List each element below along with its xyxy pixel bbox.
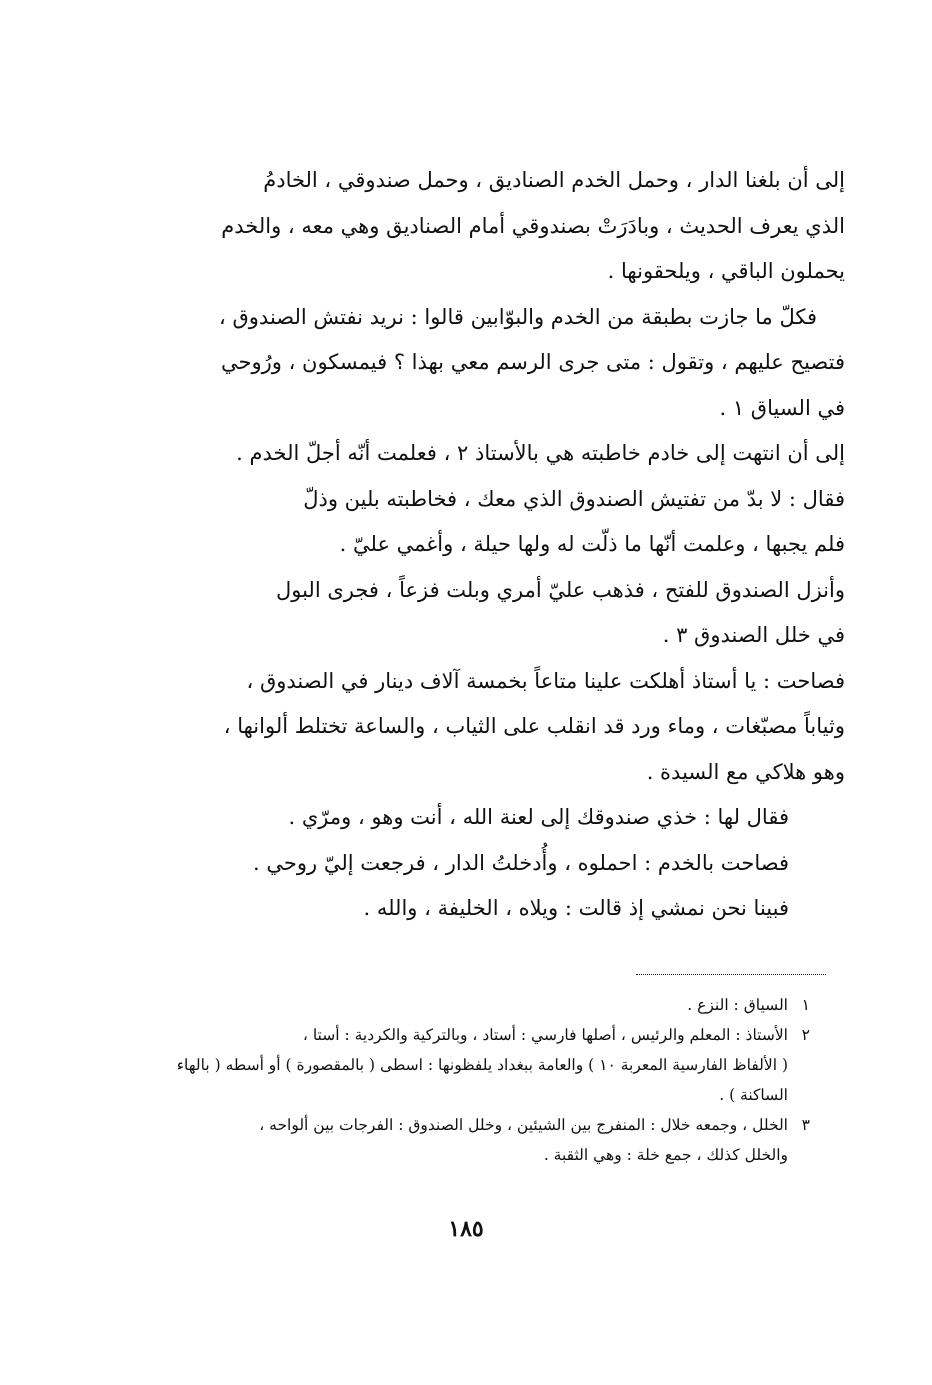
page-number: ١٨٥	[448, 1216, 484, 1242]
text-line: فتصيح عليهم ، وتقول : متى جرى الرسم معي بهذا ؟ فيمسكون ، ورُوحي	[220, 350, 845, 374]
footnote-text: الأستاذ : المعلم والرئيس ، أصلها فارسي : أستاد ، وبالتركية والكردية : أستا ،	[302, 1026, 788, 1044]
text-line: في السياق ١ .	[719, 395, 845, 420]
text-line: فلم يجبها ، وعلمت أنّها ما ذلّت له ولها حيلة ، وأغمي عليّ .	[339, 532, 845, 556]
text-line: فقال لها : خذي صندوقك إلى لعنة الله ، أنت وهو ، ومرّي .	[288, 805, 789, 829]
main-text	[160, 158, 845, 932]
text-line: وثياباً مصبّغات ، وماء ورد قد انقلب على الثياب ، والساعة تختلط ألوانها ،	[223, 714, 845, 738]
footnote-continuation: ( الألفاظ الفارسية المعربة ١٠ ) والعامة ببغداد يلفظونها : اسطى ( بالمقصورة ) أو أسطه ( بالهاء	[176, 1056, 788, 1074]
footnote	[150, 990, 810, 1020]
footnote	[150, 1110, 810, 1140]
text-line: إلى أن بلغنا الدار ، وحمل الخدم الصناديق ، وحمل صندوقي ، الخادمُ	[263, 168, 845, 192]
footnotes	[150, 990, 810, 1170]
footnote-continuation: الساكنة ) .	[719, 1086, 788, 1104]
text-line: إلى أن انتهت إلى خادم خاطبته هي بالأستاذ ٢ ، فعلمت أنّه أجلّ الخدم .	[236, 441, 845, 465]
text-line: فصاحت بالخدم : احملوه ، وأُدخلتُ الدار ، فرجعت إليّ روحي .	[253, 850, 789, 875]
text-line: فقال : لا بدّ من تفتيش الصندوق الذي معك ، فخاطبته بلين وذلّ	[303, 486, 845, 511]
footnote-text: الخلل ، وجمعه خلال : المنفرج بين الشيئين ، وخلل الصندوق : الفرجات بين ألواحه ،	[259, 1116, 788, 1134]
text-line: في خلل الصندوق ٣ .	[662, 623, 845, 647]
footnote-continuation: والخلل كذلك ، جمع خلة : وهي الثقبة .	[543, 1146, 788, 1164]
text-line: وهو هلاكي مع السيدة .	[646, 759, 845, 784]
footnote-number: ١	[801, 996, 810, 1014]
footnote	[150, 1020, 810, 1050]
text-line: فبينا نحن نمشي إذ قالت : ويلاه ، الخليفة ، والله .	[363, 896, 789, 920]
footnote-divider	[636, 974, 826, 975]
footnote-number: ٢	[801, 1026, 810, 1044]
text-line: الذي يعرف الحديث ، وبادَرَتْ بصندوقي أمام الصناديق وهي معه ، والخدم	[221, 213, 845, 238]
text-line: يحملون الباقي ، ويلحقونها .	[607, 259, 845, 283]
footnote-text: السياق : النزع .	[687, 996, 788, 1014]
footnote-number: ٣	[801, 1116, 810, 1134]
text-line: فصاحت : يا أستاذ أهلكت علينا متاعاً بخمسة آلاف دينار في الصندوق ،	[246, 668, 845, 693]
text-line: فكلّ ما جازت بطبقة من الخدم والبوّابين قالوا : نريد نفتش الصندوق ،	[219, 304, 817, 329]
text-line: وأنزل الصندوق للفتح ، فذهب عليّ أمري وبلت فزعاً ، فجرى البول	[275, 577, 845, 602]
